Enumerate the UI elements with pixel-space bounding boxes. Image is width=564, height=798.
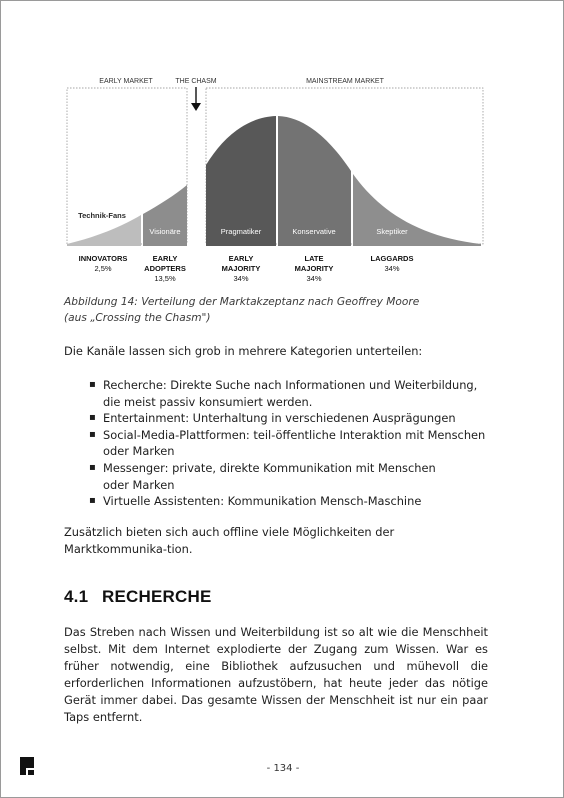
list-item-text: oder Marken xyxy=(103,444,175,459)
list-item-text: ▪ Entertainment: Unterhaltung in verschiedenen Ausprägungen xyxy=(103,411,456,426)
section-number: 4.1 xyxy=(64,587,89,606)
segment-pct-early-majority: 34% xyxy=(233,274,249,283)
list-item xyxy=(89,493,509,510)
segment-inner-label: Skeptiker xyxy=(376,227,408,236)
segment-inner-label: Pragmatiker xyxy=(220,227,262,236)
list-item-text: ▪ Social-Media-Plattformen: teil-öffentliche Interaktion mit Menschen xyxy=(103,427,486,442)
list-item-text: oder Marken xyxy=(103,477,175,492)
list-item-text: ▪ Recherche: Direkte Suche nach Informationen und Weiterbildung, xyxy=(103,378,478,392)
caption-line: Abbildung 14: Verteilung der Marktakzeptanz nach Geoffrey Moore xyxy=(64,296,420,308)
section-heading xyxy=(64,587,211,607)
segment-name-late-majority: MAJORITY xyxy=(294,264,334,273)
segment-inner-label: Konservative xyxy=(292,227,336,236)
segment-inner-label: Technik-Fans xyxy=(78,211,126,220)
segment-name-laggards: LAGGARDS xyxy=(370,254,414,263)
channel-list xyxy=(89,377,509,510)
segment-pct-late-majority: 34% xyxy=(306,274,322,283)
paragraph: Das Streben nach Wissen und Weiterbildung ist so alt wie die Menschheit selbst. Mit dem Internet explodierte der Zugang zum Wissen. War es früher notwendig, eine Bibliothek aufzusuchen und mühevoll die erforderlichen Informationen aufzustöbern, hat heute jeder das nötige Gerät immer dabei. Das gesamte Wissen der Menschheit ist nur ein paar Taps entfernt. xyxy=(64,625,488,724)
segment-name-early-adopters: EARLY xyxy=(152,254,178,263)
segment-laggards xyxy=(353,174,481,246)
segment-name-innovators: INNOVATORS xyxy=(78,254,128,263)
list-item-text: ▪ Virtuelle Assistenten: Kommunikation Mensch-Maschine xyxy=(103,494,422,509)
segment-name-early-majority: MAJORITY xyxy=(221,264,261,273)
page-number: - 134 - xyxy=(266,763,300,774)
chasm-label: THE CHASM xyxy=(175,78,217,85)
mainstream-market-label: MAINSTREAM MARKET xyxy=(306,78,384,85)
segment-pct-early-adopters: 13,5% xyxy=(154,274,176,283)
list-item xyxy=(89,427,509,460)
list-item-text: die meist passiv konsumiert werden. xyxy=(103,394,313,409)
list-item xyxy=(89,377,509,410)
paragraph: Zusätzlich bieten sich auch offline viele Möglichkeiten der Marktkommunika-tion. xyxy=(64,525,395,556)
intro-text: Die Kanäle lassen sich grob in mehrere Kategorien unterteilen: xyxy=(64,344,423,358)
early-market-label: EARLY MARKET xyxy=(99,78,153,85)
segment-pct-innovators: 2,5% xyxy=(94,264,112,273)
figure-caption xyxy=(64,294,504,326)
adoption-curve-diagram xyxy=(1,1,564,301)
segment-name-early-majority: EARLY xyxy=(228,254,254,263)
chasm-arrow-icon xyxy=(191,103,201,111)
section-title: RECHERCHE xyxy=(102,587,212,606)
list-item-text: ▪ Messenger: private, direkte Kommunikation mit Menschen xyxy=(103,460,436,475)
segment-pct-laggards: 34% xyxy=(384,264,400,273)
list-item xyxy=(89,410,509,427)
segment-inner-label: Visionäre xyxy=(149,227,181,236)
segment-early-adopters xyxy=(143,185,187,246)
segment-name-late-majority: LATE xyxy=(304,254,324,263)
caption-line: (aus „Crossing the Chasm") xyxy=(64,312,211,324)
segment-name-early-adopters: ADOPTERS xyxy=(144,264,186,273)
list-item xyxy=(89,460,509,493)
